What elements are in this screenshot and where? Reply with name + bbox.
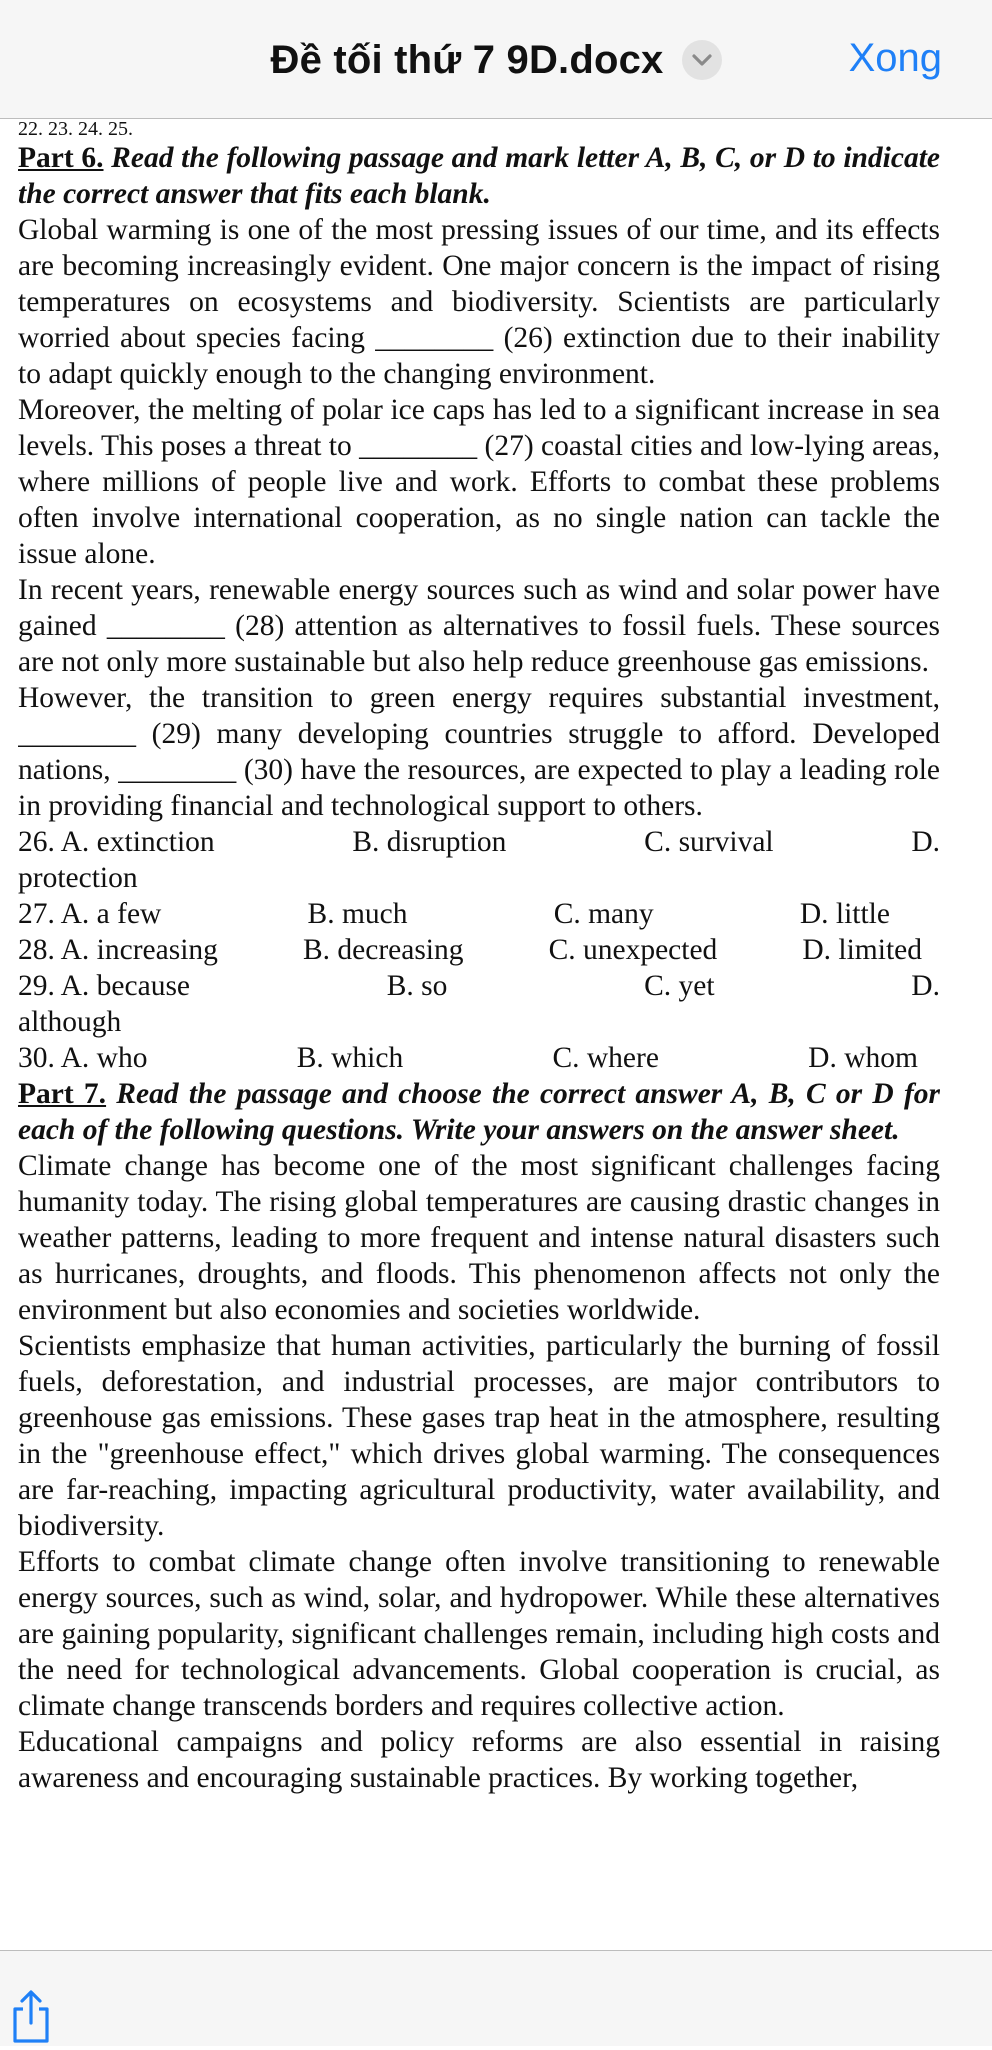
- q30-option-a: 30. A. who: [18, 1042, 148, 1074]
- question-29-options: [18, 968, 940, 1004]
- part6-paragraph-3: In recent years, renewable energy sources such as wind and solar power have gained ________ (28) attention as alternatives to fossil fuels. These sources are not only more sustainable but also help reduce greenhouse gas emissions.: [18, 574, 940, 678]
- chevron-down-icon[interactable]: [682, 40, 722, 80]
- part6-paragraph-4: However, the transition to green energy requires substantial investment, ________ (29) many developing countries struggle to afford. Developed nations, ________ (30) have the resources, are expected to play a leading role in providing financial and technological support to others.: [18, 682, 940, 822]
- q29-option-a: 29. A. because: [18, 970, 191, 1002]
- question-30-options: [18, 1040, 940, 1076]
- part7-paragraph-2: Scientists emphasize that human activities, particularly the burning of fossil fuels, deforestation, and industrial processes, are major contributors to greenhouse gas emissions. These gases trap heat in the atmosphere, resulting in the "greenhouse effect," which drives global warming. The consequences are far-reaching, impacting agricultural productivity, water availability, and biodiversity.: [18, 1330, 940, 1542]
- document-body[interactable]: [18, 118, 940, 1950]
- q27-option-c: C. many: [553, 898, 654, 930]
- q26-option-d: D.: [911, 826, 940, 858]
- q28-option-d: D. limited: [802, 934, 922, 966]
- q27-option-b: B. much: [307, 898, 408, 930]
- part6-heading: [18, 140, 940, 212]
- q29-option-b: B. so: [386, 970, 448, 1002]
- title-area[interactable]: [0, 30, 992, 90]
- q28-option-a: 28. A. increasing: [18, 934, 218, 966]
- q29-option-d: D.: [911, 970, 940, 1002]
- part7-heading: [18, 1076, 940, 1148]
- q26-option-b: B. disruption: [352, 826, 507, 858]
- document-title[interactable]: Đề tối thứ 7 9D.docx: [270, 37, 664, 82]
- question-28-options: [18, 932, 940, 968]
- q26-option-d-wrap: protection: [18, 862, 138, 894]
- part7-instruction: Read the passage and choose the correct answer A, B, C or D for each of the following questions. Write your answers on the answer sheet.: [18, 1078, 940, 1146]
- part7-paragraph-4: Educational campaigns and policy reforms are also essential in raising awareness and encouraging sustainable practices. By working together,: [18, 1726, 940, 1794]
- q26-option-a: 26. A. extinction: [18, 826, 215, 858]
- q27-option-d: D. little: [799, 898, 890, 930]
- top-toolbar: [0, 0, 992, 119]
- q28-option-b: B. decreasing: [302, 934, 464, 966]
- numbers-line: 22. 23. 24. 25.: [18, 118, 133, 140]
- part6-paragraph-2: Moreover, the melting of polar ice caps has led to a significant increase in sea levels. This poses a threat to ________ (27) coastal cities and low-lying areas, where millions of people live and work. Efforts to combat these problems often involve international cooperation, as no single nation can tackle the issue alone.: [18, 394, 940, 570]
- part6-instruction: Read the following passage and mark letter A, B, C, or D to indicate the correct answer that fits each blank.: [18, 142, 940, 210]
- q30-option-d: D. whom: [808, 1042, 918, 1074]
- question-26-options: [18, 824, 940, 860]
- part7-paragraph-1: Climate change has become one of the most significant challenges facing humanity today. The rising global temperatures are causing drastic changes in weather patterns, leading to more frequent and intense natural disasters such as hurricanes, droughts, and floods. This phenomenon affects not only the environment but also economies and societies worldwide.: [18, 1150, 940, 1326]
- q28-option-c: C. unexpected: [548, 934, 718, 966]
- part7-paragraph-3: Efforts to combat climate change often involve transitioning to renewable energy sources, such as wind, solar, and hydropower. While these alternatives are gaining popularity, significant challenges remain, including high costs and the need for technological advancements. Global cooperation is crucial, as climate change transcends borders and requires collective action.: [18, 1546, 940, 1722]
- bottom-toolbar: [0, 1950, 992, 2046]
- q29-option-c: C. yet: [644, 970, 715, 1002]
- question-27-options: [18, 896, 940, 932]
- share-icon[interactable]: [6, 1987, 56, 2045]
- q30-option-c: C. where: [552, 1042, 659, 1074]
- q26-option-c: C. survival: [644, 826, 774, 858]
- part7-label: Part 7.: [18, 1078, 107, 1110]
- part6-label: Part 6.: [18, 142, 104, 174]
- part6-paragraph-1: Global warming is one of the most pressing issues of our time, and its effects are becoming increasingly evident. One major concern is the impact of rising temperatures on ecosystems and biodiversity. Scientists are particularly worried about species facing ________ (26) extinction due to their inability to adapt quickly enough to the changing environment.: [18, 214, 940, 390]
- q30-option-b: B. which: [296, 1042, 404, 1074]
- q27-option-a: 27. A. a few: [18, 898, 162, 930]
- done-button[interactable]: Xong: [848, 36, 942, 80]
- q29-option-d-wrap: although: [18, 1006, 122, 1038]
